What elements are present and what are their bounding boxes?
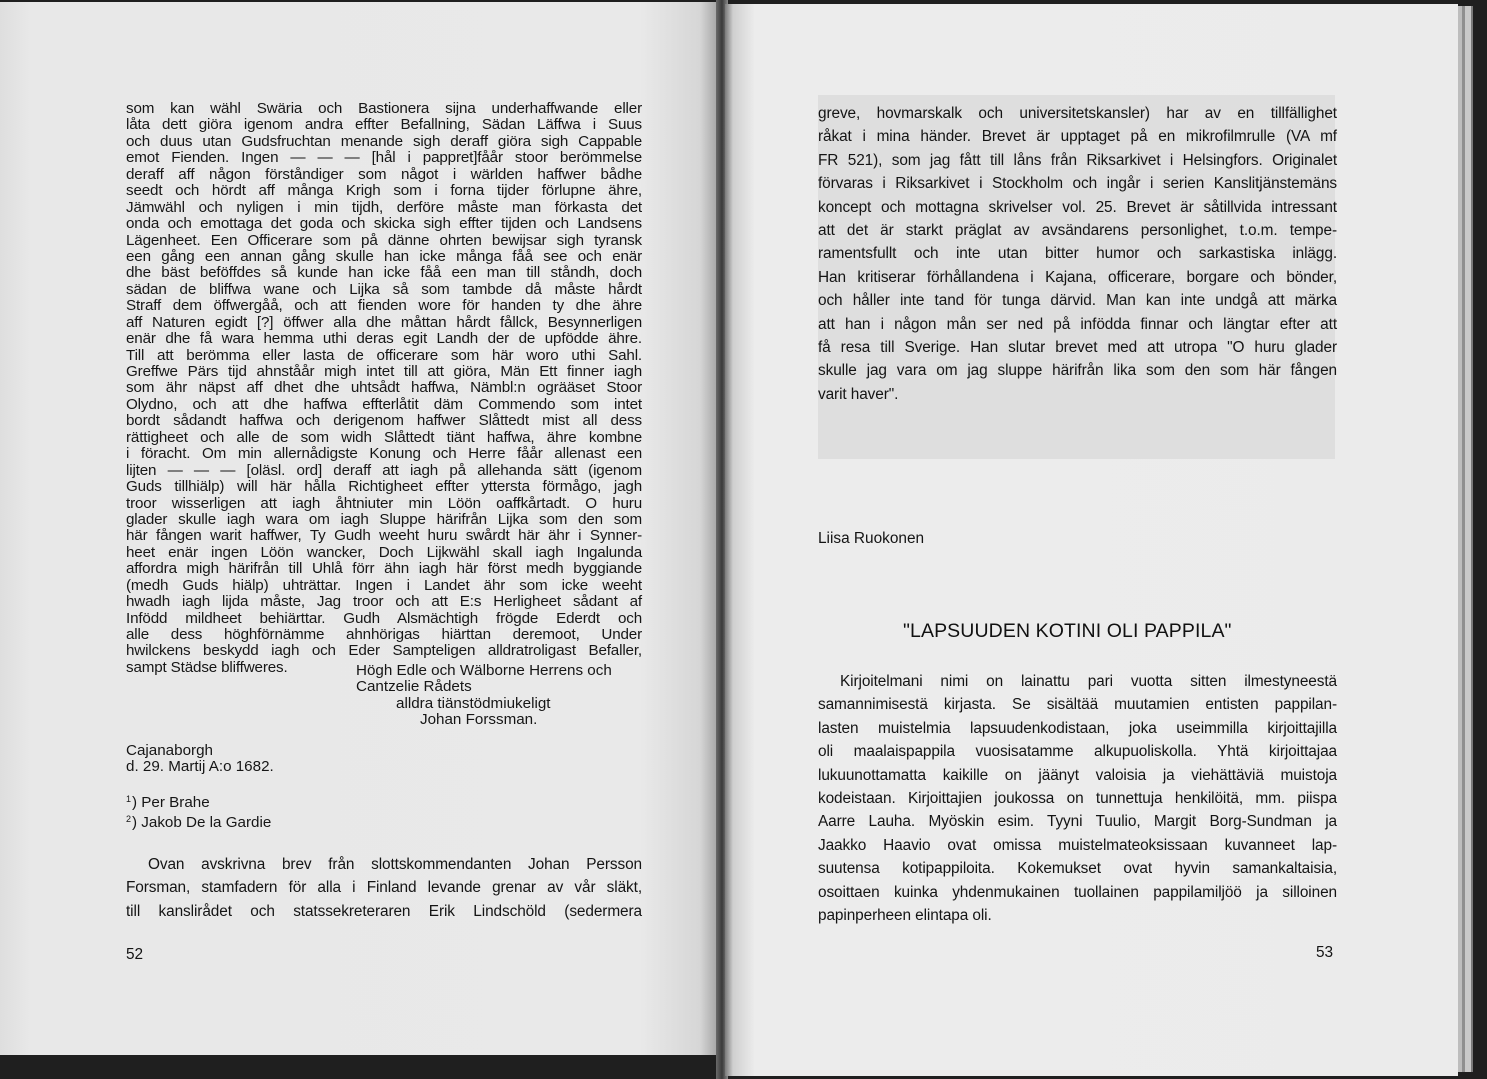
text-line: Lägenheet. Een Officerare som på dänne ohrten bewijsar sigh tyransk <box>126 231 642 249</box>
text-line: Till att berömma eller lasta de officerare som här woro uthi Sahl. <box>126 346 642 364</box>
text-line: Jämwähl och nyligen i min tijdh, derföre måste man förkasta det <box>126 198 642 216</box>
letter-closing <box>356 663 646 729</box>
text-line: som kan wähl Swäria och Bastionera sijna underhaffwande eller <box>126 100 642 117</box>
text-line: Aarre Lauha. Myöskin esim. Tyyni Tuulio, Margit Borg-Sundman ja <box>818 813 1337 831</box>
text-line: papinperheen elintapa oli. <box>818 906 992 924</box>
text-line: greve, hovmarskalk och universitetskansler) har av en tillfällighet <box>818 105 1337 122</box>
text-line: skulle jag vara om jag sluppe härifrån lika som den som här fången <box>818 362 1337 380</box>
text-line: i föracht. Om min allernådigste Konung och Herre fåår allenast een <box>126 445 642 463</box>
commentary-continued <box>818 102 1337 406</box>
text-line: varit haver". <box>818 385 899 403</box>
footnote <box>126 791 271 811</box>
text-line: Guds tillhiälp) will här hålla Richtigheet effter yttersta förmågo, jagh <box>126 478 642 496</box>
text-line: heet enär ingen Löön wancker, Doch Lijkwähl skall iagh Ingalunda <box>126 543 642 561</box>
text-line: suutensa kotipappiloita. Kokemukset ovat hyvin samankaltaisia, <box>818 860 1337 878</box>
text-line: sädan de bliffwa wane och Lijka så som tambde då måste hårdt <box>126 280 642 298</box>
text-line: Forsman, stamfadern för alla i Finland levande grenar av vår släkt, <box>126 879 642 897</box>
text-line: ramentsfullt och inte utan bitter humor och sarkastiska inlägg. <box>818 245 1337 263</box>
place-and-date <box>126 743 274 776</box>
text-line: Greffwe Pärs tijd ahnståår migh intet till att giöra, Män Ett finner iagh <box>126 363 642 380</box>
text-line: låta dett giöra igenom andra effter Befallning, Sädan Läffwa i Suus <box>126 116 642 134</box>
text-line: osoittaen kuinka yhdenmukainen tuollainen pappilamiljöö ja silloinen <box>818 883 1337 901</box>
text-line: seedt och hördt aff många Krigh som i forna tijder förlupne ähre, <box>126 182 642 200</box>
text-line: Straff dem öffwergåå, och att fienden wore för handen ty dhe ähre <box>126 297 642 315</box>
text-line: bordt sådandt haffwa och derigenom haffwer Slåttedt mist all dess <box>126 412 642 430</box>
text-line: Kirjoitelmani nimi on lainattu pari vuotta sitten ilmestyneestä <box>840 673 1337 690</box>
text-line: lijten — — — [oläsl. ord] deraff att iagh på allehanda sätt (igenom <box>126 461 642 479</box>
signature: Johan Forssman. <box>420 711 538 729</box>
text-line: förvaras i Riksarkivet i Stockholm och ingår i serien Kanslitjänstemäns <box>818 175 1337 193</box>
text-line: onda och emottaga det goda och skicka sigh effter tijden och Landsens <box>126 215 642 233</box>
text-line: enär dhe få wara hemma uthi deras egit Landh der de upfödde ähre. <box>126 330 642 348</box>
article-title: "LAPSUUDEN KOTINI OLI PAPPILA" <box>903 620 1232 642</box>
text-line: Jaakko Haavio ovat omissa muistelmateoksissaan kuvanneet lap- <box>818 836 1337 854</box>
page-edge <box>1471 6 1473 1072</box>
text-line: och duus utan Gudsfruchtan menande sigh deraff giöra sigh Cappable <box>126 132 642 150</box>
text-line: kodeistaan. Kirjoittajien joukossa on tunnettuja henkilöitä, mm. piispa <box>818 789 1337 807</box>
text-line: få resa till Sverige. Han slutar brevet med att utropa "O huru glader <box>818 338 1337 356</box>
text-line: Olydno, och att dhe haffwa effterlåtit däm Commendo som intet <box>126 395 642 413</box>
footnote-mark: 1 <box>126 794 132 804</box>
text-line: hwilckens beskydd iagh och Eder Sampteligen alldratroligast Befaller, <box>126 642 642 660</box>
text-line: rättigheet och alle de som widh Slåttedt tiänt haffwa, ähre kombne <box>126 428 642 446</box>
text-line: här fången warit haffwer, Ty Gudh weeht huru swårdt här ähr i Synner- <box>126 527 642 545</box>
text-line: aff Naturen egidt [?] öffwer alla dhe måttan hårdt fållck, Besynnerligen <box>126 313 642 331</box>
text-line: affordra migh härifrån till Uhlå förr ähn iagh här först medh byggiande <box>126 560 642 578</box>
text-line: emot Fienden. Ingen — — — [hål i pappret]fåår stoor berömmelse <box>126 149 642 167</box>
text-line: Infödd mildheet behiärttar. Gudh Alsmächtigh frögde Ederdt och <box>126 609 642 627</box>
text-line: koncept och mottagna skrivelser vol. 25. Brevet är såtillvida intressant <box>818 198 1337 216</box>
closing-line-3: alldra tiänstödmiukeligt <box>396 694 551 712</box>
text-line: samannimisestä kirjasta. Se sisältää muutamien entisten pappilan- <box>818 696 1337 714</box>
footnote-mark: 2 <box>126 814 132 825</box>
text-line: och håller inte tand för tunga därvid. Man kan inte undgå att märka <box>818 292 1337 310</box>
text-line: oli maalaispappila vuosisatamme alkupuoliskolla. Yhtä kirjoittajaa <box>818 743 1337 761</box>
text-line: (medh Guds hiälp) uhträttar. Ingen i Landet ähr som icke weeht <box>126 576 642 594</box>
text-line: lukuunottamatta kaikille on jäänyt valoisia ja viehättäviä muistoja <box>818 766 1337 784</box>
text-line: deraff aff någon förståndiger som något i wärlden haffwer bådhe <box>126 165 642 183</box>
date: d. 29. Martij A:o 1682. <box>126 758 274 776</box>
place: Cajanaborgh <box>126 742 213 759</box>
text-line: att han i någon mån ser ned på infödda finnar och längtar efter att <box>818 315 1337 333</box>
footnotes <box>126 791 271 832</box>
footnote-text: ) Per Brahe <box>132 794 210 811</box>
text-line: som ähr näpst aff dhet dhe uhtsådt haffwa, Nämbl:n ogrääset Stoor <box>126 379 642 397</box>
right-page <box>725 4 1458 1076</box>
article-author: Liisa Ruokonen <box>818 530 925 547</box>
left-page <box>0 2 720 1055</box>
letter-text <box>126 101 642 676</box>
text-line: troor wisserligen att iagh åhtniuter min Löön oaffkårtadt. O huru <box>126 494 642 512</box>
page-number: 53 <box>1316 944 1334 961</box>
text-line: dhe bäst beföffdes så kunde han icke fåå een man till ståndh, doch <box>126 264 642 282</box>
footnote-text: ) Jakob De la Gardie <box>132 814 272 832</box>
text-line: att det är starkt präglat av avsändarens personlighet, t.o.m. tempe- <box>818 221 1337 239</box>
text-line: råkat i mina händer. Brevet är upptaget på en mikrofilmrulle (VA mf <box>818 128 1337 146</box>
footnote <box>126 811 271 831</box>
closing-line-1: Högh Edle och Wälborne Herrens och <box>356 662 612 679</box>
text-line: een gång een annan gång skulle han icke många fåå see och enär <box>126 247 642 265</box>
text-line: Han kritiserar förhållandena i Kajana, officerare, borgare och bönder, <box>818 268 1337 286</box>
text-line: FR 521), som jag fått till låns från Riksarkivet i Helsingfors. Originalet <box>818 151 1337 169</box>
article-body <box>818 670 1337 927</box>
text-line: till kanslirådet och statssekreteraren Erik Lindschöld (sedermera <box>126 902 642 920</box>
text-line: Ovan avskrivna brev från slottskommendanten Johan Persson <box>148 856 642 873</box>
page-number: 52 <box>126 946 144 963</box>
closing-line-2: Cantzelie Rådets <box>356 678 472 696</box>
text-line: sampt Städse bliffweres. <box>126 658 288 676</box>
text-line: hwadh iagh lijda måste, Jag troor och att E:s Herligheet sådant af <box>126 593 642 611</box>
text-line: glader skulle iagh wara om iagh Sluppe härifrån Lijka som den som <box>126 510 642 528</box>
commentary-paragraph <box>126 853 642 923</box>
text-line: alle dess höghförnämme ahnhörigas hiärttan deremoot, Under <box>126 626 642 643</box>
text-line: lasten muistelmia lapsuudenkodistaan, joka useimmilla kirjoittajilla <box>818 719 1337 737</box>
